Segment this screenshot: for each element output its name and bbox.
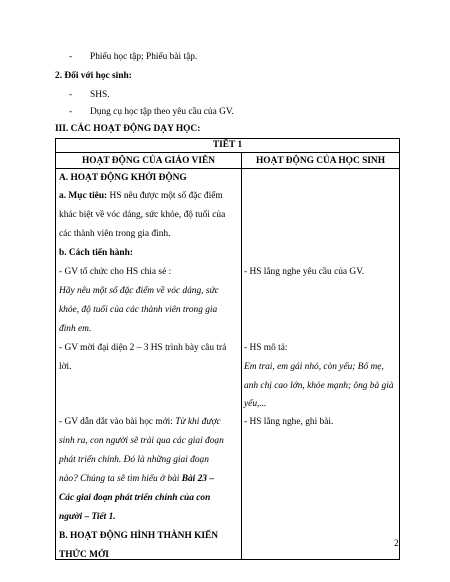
activity-a-heading: A. HOẠT ĐỘNG KHỞI ĐỘNG: [59, 173, 187, 183]
intro-question: nào? Chúng ta sẽ tìm hiểu ở bài: [59, 474, 182, 484]
table-title-cell: [56, 139, 400, 153]
intro-line-1: [59, 418, 221, 427]
list-item-materials: Phiếu học tập; Phiếu bài tập.: [90, 52, 198, 62]
intro-quote: Từ khi được: [175, 417, 221, 427]
goal-line-3: các thành viên trong gia đình.: [59, 229, 171, 239]
student-activities-cell: [242, 169, 400, 560]
lesson-title-line-2: người – Tiết 1.: [59, 512, 116, 522]
bullet-dash: -: [69, 107, 73, 117]
student-describe: - HS mô tả:: [244, 343, 288, 353]
teacher-step-present-2: lời.: [59, 362, 72, 372]
bullet-dash: -: [69, 52, 73, 62]
heading-students: 2. Đối với học sinh:: [55, 71, 132, 81]
goal-text: HS nêu được một số đặc điểm: [107, 191, 223, 201]
goal-line-1: [59, 192, 223, 201]
student-answer-2: anh chị cao lớn, khỏe mạnh; ông bà già: [244, 381, 394, 391]
lesson-title-line-1: Các giai đoạn phát triển chính của con: [59, 493, 211, 503]
activity-b-heading-2: THỨC MỚI: [59, 550, 109, 560]
procedure-heading: b. Cách tiến hành:: [59, 248, 133, 258]
teacher-step-present-1: - GV mời đại diện 2 – 3 HS trình bày câu trả: [59, 343, 227, 353]
bullet-dash: -: [69, 90, 73, 100]
activity-b-heading-1: B. HOẠT ĐỘNG HÌNH THÀNH KIẾN: [59, 531, 219, 541]
student-answer-1: Em trai, em gái nhỏ, còn yếu; Bố mẹ,: [244, 362, 384, 372]
list-item-tools: Dụng cụ học tập theo yêu cầu của GV.: [90, 107, 234, 117]
intro-text: - GV dẫn dắt vào bài học mới:: [59, 417, 176, 427]
list-item-textbook: SHS.: [90, 90, 110, 100]
question-line-3: đình em.: [59, 324, 92, 334]
page-number: 2: [394, 539, 399, 549]
question-line-2: khỏe, độ tuổi của các thành viên trong gia: [59, 305, 218, 315]
intro-line-4: [59, 475, 214, 484]
lesson-table: [55, 138, 400, 560]
student-answer-3: yếu,...: [244, 399, 267, 409]
lesson-ref: Bài 23 –: [181, 474, 215, 484]
header-student-cell: [242, 153, 400, 169]
goal-label: a. Mục tiêu:: [59, 191, 108, 201]
student-listen: - HS lắng nghe yêu cầu của GV.: [244, 267, 365, 277]
teacher-activities-cell: [56, 169, 242, 560]
teacher-step-share: - GV tổ chức cho HS chia sẻ :: [59, 267, 172, 277]
question-line-1: Hãy nêu một số đặc điểm về vóc dáng, sức: [59, 286, 219, 296]
column-header-student: HOẠT ĐỘNG CỦA HỌC SINH: [255, 156, 385, 166]
header-teacher-cell: [56, 153, 242, 169]
intro-line-3: phát triển chính. Đó là những giai đoạn: [59, 455, 209, 465]
column-header-teacher: HOẠT ĐỘNG CỦA GIÁO VIÊN: [81, 156, 215, 166]
student-note: - HS lắng nghe, ghi bài.: [244, 417, 334, 427]
table-title: TIẾT 1: [212, 140, 243, 150]
section-heading-activities: III. CÁC HOẠT ĐỘNG DẠY HỌC:: [55, 124, 201, 134]
intro-line-2: sinh ra, con người sẽ trải qua các giai đoạn: [59, 436, 224, 446]
goal-line-2: khác biệt về vóc dáng, sức khỏe, độ tuổi của: [59, 210, 226, 220]
